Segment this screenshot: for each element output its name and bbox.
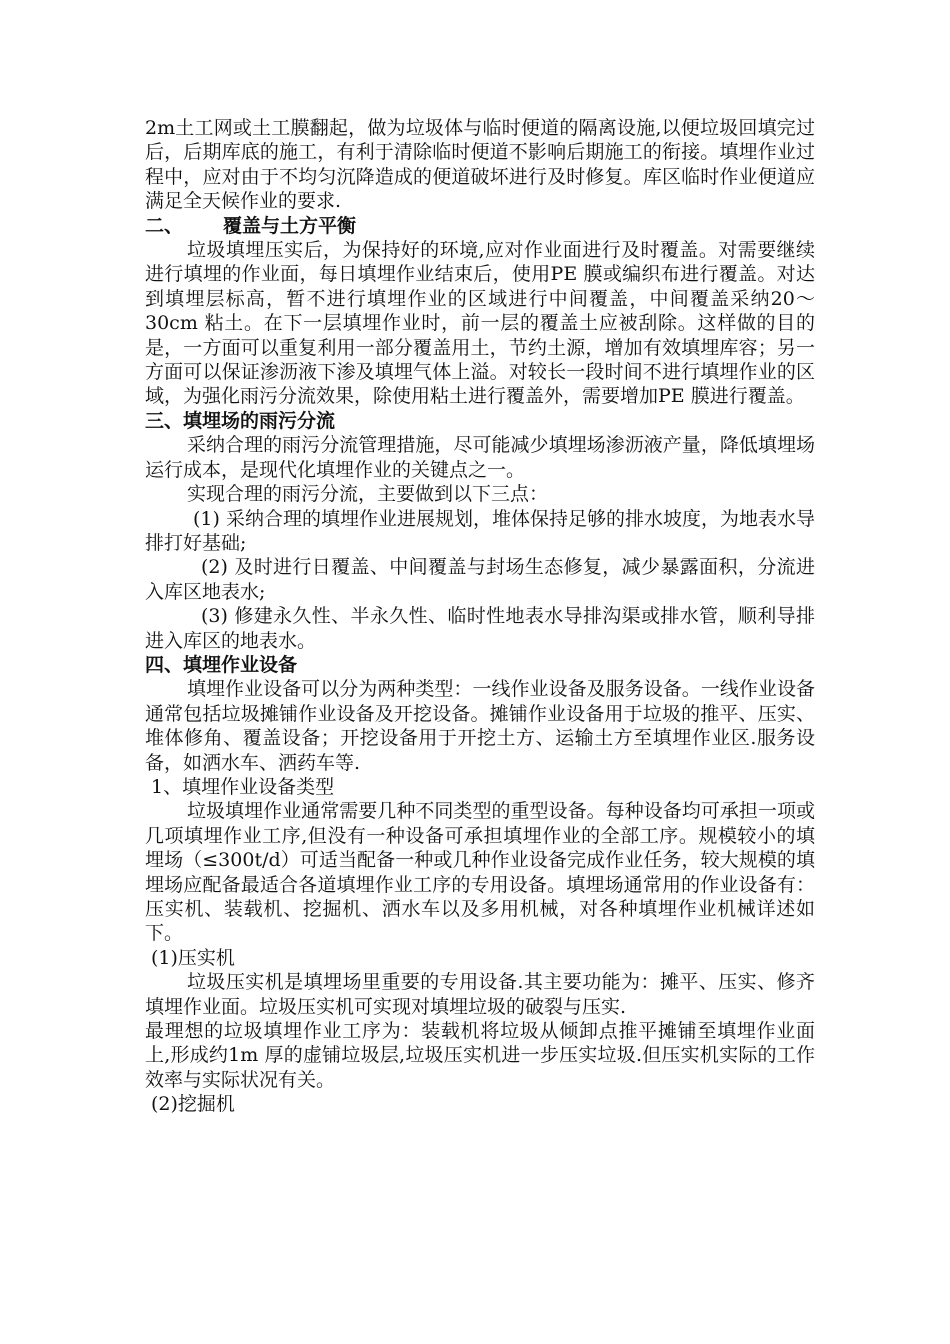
subheading: (2)挖掘机 [151,1093,235,1116]
list-item: (2) 及时进行日覆盖、中间覆盖与封场生态修复，减少暴露面积，分流进入库区地表水; [145,556,815,603]
section-heading: 四、填埋作业设备 [145,653,298,676]
subheading: (1)压实机 [151,946,235,969]
section-title: 覆盖与土方平衡 [223,214,357,237]
subheading: 1、填埋作业设备类型 [151,775,335,798]
paragraph: 垃圾压实机是填埋场里重要的专用设备.其主要功能为：摊平、压实、修齐填埋作业面。垃圾压实机可实现对填埋垃圾的破裂与压实. [145,971,815,1018]
paragraph: 实现合理的雨污分流，主要做到以下三点： [187,483,549,506]
section-heading: 三、填埋场的雨污分流 [145,409,336,432]
paragraph: 垃圾填埋作业通常需要几种不同类型的重型设备。每种设备均可承担一项或几项填埋作业工序,但没有一种设备可承担填埋作业的全部工序。规模较小的填埋场（≤300t/d）可适当配备一种或几种作业设备完成作业任务，较大规模的填埋场应配备最适合各道填埋作业工序的专用设备。填埋场通常用的作业设备有：压实机、装载机、挖掘机、洒水车以及多用机械，对各种填埋作业机械详述如下。 [145,800,815,945]
paragraph: 2m土工网或土工膜翻起，做为垃圾体与临时便道的隔离设施,以便垃圾回填完过后，后期库底的施工，有利于清除临时便道不影响后期施工的衔接。填埋作业过程中，应对由于不均匀沉降造成的便道破坏进行及时修复。库区临时作业便道应满足全天候作业的要求. [145,117,815,213]
paragraph: 最理想的垃圾填埋作业工序为：装载机将垃圾从倾卸点推平摊铺至填埋作业面上,形成约1m 厚的虚铺垃圾层,垃圾压实机进一步压实垃圾.但压实机实际的工作效率与实际状况有关。 [145,1020,815,1091]
list-item: (1) 采纳合理的填埋作业进展规划，堆体保持足够的排水坡度，为地表水导排打好基础; [145,507,815,554]
document-page [145,116,815,1117]
paragraph: 垃圾填埋压实后，为保持好的环境,应对作业面进行及时覆盖。对需要继续进行填埋的作业面，每日填埋作业结束后，使用PE 膜或编织布进行覆盖。对达到填埋层标高，暂不进行填埋作业的区域进行中间覆盖，中间覆盖采纳20～30cm 粘土。在下一层填埋作业时，前一层的覆盖土应被刮除。这样做的目的是，一方面可以重复利用一部分覆盖用土，节约土源，增加有效填埋库容；另一方面可以保证渗沥液下渗及填埋气体上溢。对较长一段时间不进行填埋作业的区域，为强化雨污分流效果，除使用粘土进行覆盖外，需要增加PE 膜进行覆盖。 [145,239,815,408]
section-heading [145,214,815,238]
paragraph: 填埋作业设备可以分为两种类型：一线作业设备及服务设备。一线作业设备通常包括垃圾摊铺作业设备及开挖设备。摊铺作业设备用于垃圾的推平、压实、堆体修角、覆盖设备；开挖设备用于开挖土方、运输土方至填埋作业区.服务设备，如洒水车、洒药车等. [145,678,815,774]
section-number: 二、 [145,214,184,237]
paragraph: 采纳合理的雨污分流管理措施，尽可能减少填埋场渗沥液产量，降低填埋场运行成本，是现代化填埋作业的关键点之一。 [145,434,815,481]
list-item: (3) 修建永久性、半永久性、临时性地表水导排沟渠或排水管，顺利导排进入库区的地表水。 [145,605,815,652]
